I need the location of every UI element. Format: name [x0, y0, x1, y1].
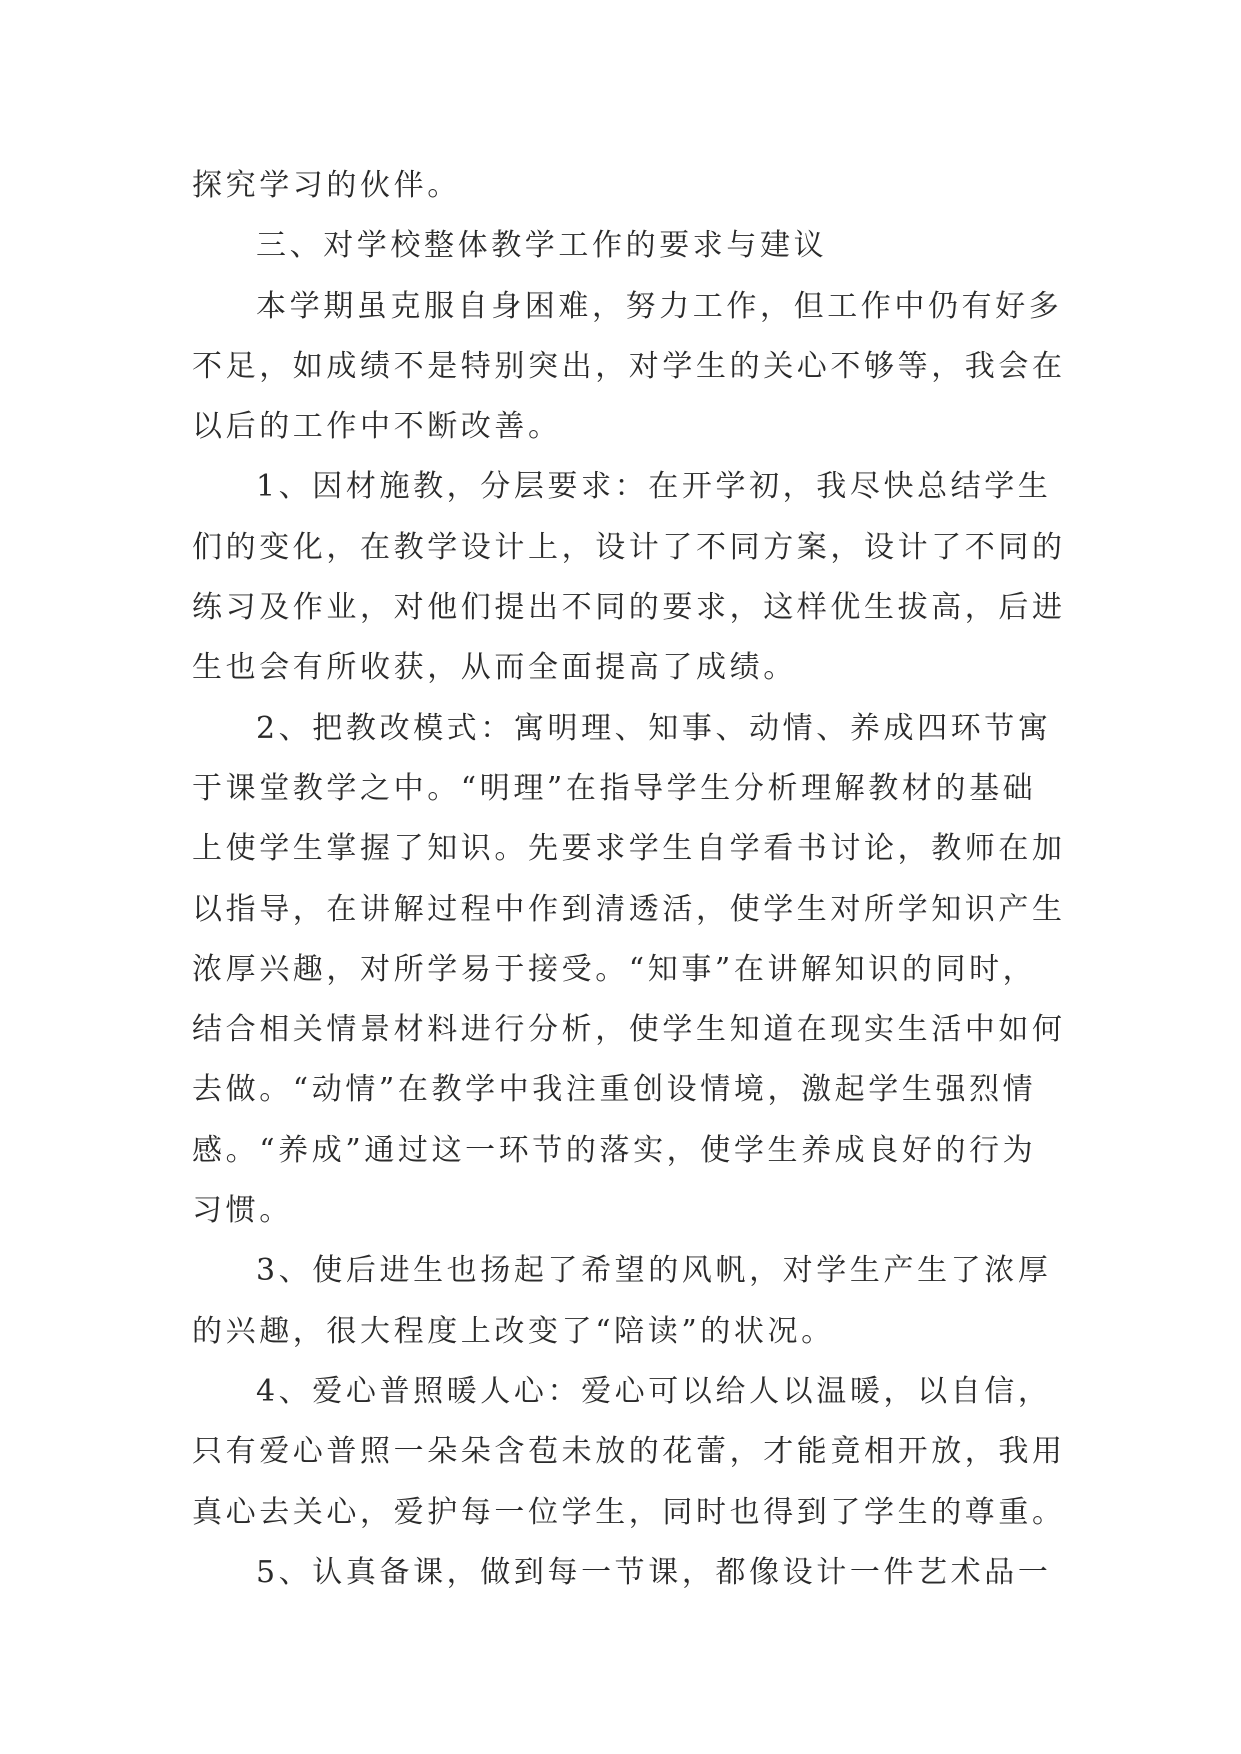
- text-line: 习惯。: [192, 1193, 293, 1229]
- text-line: 以指导，在讲解过程中作到清透活，使学生对所学知识产生: [192, 891, 1066, 927]
- text-line: 感。“养成”通过这一环节的落实，使学生养成良好的行为: [192, 1132, 1037, 1168]
- text-line: 于课堂教学之中。“明理”在指导学生分析理解教材的基础: [192, 770, 1037, 806]
- document-body: [192, 156, 1066, 1603]
- text-line: 探究学习的伙伴。: [192, 168, 461, 203]
- text-line: 真心去关心，爱护每一位学生，同时也得到了学生的尊重。: [192, 1494, 1066, 1530]
- list-item-5-line: 5、认真备课，做到每一节课，都像设计一件艺术品一: [256, 1554, 1052, 1590]
- text-line: 生也会有所收获，从而全面提高了成绩。: [192, 650, 797, 686]
- text-line: 浓厚兴趣，对所学易于接受。“知事”在讲解知识的同时，: [192, 951, 1037, 987]
- text-line: 结合相关情景材料进行分析，使学生知道在现实生活中如何: [192, 1012, 1066, 1048]
- text-line: 去做。“动情”在教学中我注重创设情境，激起学生强烈情: [192, 1072, 1037, 1108]
- list-item-4-line: 4、爱心普照暖人心：爱心可以给人以温暖，以自信，: [256, 1373, 1052, 1409]
- text-line: 本学期虽克服自身困难，努力工作，但工作中仍有好多: [256, 288, 1063, 324]
- section-heading: 三、对学校整体教学工作的要求与建议: [256, 228, 828, 264]
- text-line: 不足，如成绩不是特别突出，对学生的关心不够等，我会在: [192, 348, 1066, 384]
- text-line: 练习及作业，对他们提出不同的要求，这样优生拔高，后进: [192, 590, 1066, 626]
- text-line: 只有爱心普照一朵朵含苞未放的花蕾，才能竟相开放，我用: [192, 1434, 1066, 1470]
- text-line: 上使学生掌握了知识。先要求学生自学看书讨论，教师在加: [192, 831, 1066, 867]
- text-line: 们的变化，在教学设计上，设计了不同方案，设计了不同的: [192, 529, 1066, 565]
- list-item-3-line: 3、使后进生也扬起了希望的风帆，对学生产生了浓厚: [256, 1253, 1052, 1289]
- text-line: 的兴趣，很大程度上改变了“陪读”的状况。: [192, 1313, 835, 1349]
- list-item-1-line: 1、因材施教，分层要求：在开学初，我尽快总结学生: [256, 469, 1052, 505]
- list-item-2-line: 2、把教改模式：寓明理、知事、动情、养成四环节寓: [256, 710, 1052, 746]
- text-line: 以后的工作中不断改善。: [192, 409, 562, 445]
